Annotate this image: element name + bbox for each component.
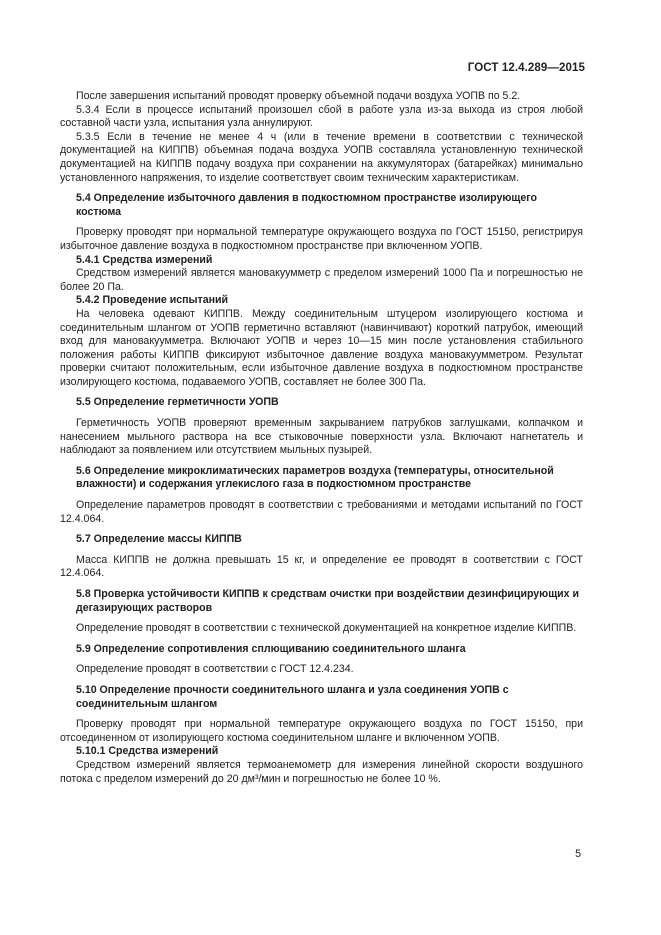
subsection-heading: 5.4.2 Проведение испытаний [76, 294, 229, 307]
section-spacer [60, 458, 583, 465]
section-heading: 5.6 Определение микроклиматических параметров воздуха (температуры, относительной влажности) и содержания углекислого газа в подкостюмном пространстве [76, 464, 554, 491]
section-spacer [60, 219, 583, 226]
section-heading: 5.9 Определение сопротивления сплющиванию соединительного шланга [76, 642, 466, 655]
body-paragraph: Средством измерений является мановакуумметр с пределом измерений 1000 Па и погрешностью не более 20 Па. [60, 267, 583, 293]
body-paragraph: 5.3.5 Если в течение не менее 4 ч (или в течение времени в соответствии с технической документацией на КИППВ) объемная подача воздуха УОПВ составляла установленную технической документацией на КИППВ подачу воздуха при сохранении на аккумуляторах (батарейках) минимально установленного напряжения, то изделие соответствует своим техническим характеристикам. [60, 130, 583, 184]
section-spacer [60, 677, 583, 684]
section-spacer [60, 615, 583, 622]
section-spacer [60, 526, 583, 533]
section-spacer [60, 185, 583, 192]
section-heading: 5.10 Определение прочности соединительного шланга и узла соединения УОПВ с соединительным шлангом [76, 683, 509, 710]
section-heading: 5.8 Проверка устойчивости КИППВ к средствам очистки при воздействии дезинфицирующих и дегазирующих растворов [76, 588, 580, 614]
section-spacer [60, 711, 583, 718]
body-paragraph: Определение проводят в соответствии с ГОСТ 12.4.234. [76, 663, 354, 676]
subsection-heading: 5.4.1 Средства измерений [76, 253, 213, 266]
section-spacer [60, 636, 583, 643]
page-number: 5 [575, 848, 581, 860]
document-header-id: ГОСТ 12.4.289—2015 [467, 62, 585, 74]
body-paragraph: Средством измерений является термоанемометр для измерения линейной скорости воздушного потока с пределом измерений до 20 дм³/мин и погрешностью не более 10 %. [60, 758, 583, 785]
section-heading: 5.5 Определение герметичности УОПВ [76, 396, 279, 409]
body-paragraph: Определение проводят в соответствии с технической документацией на конкретное изделие КИППВ. [76, 622, 577, 635]
section-spacer [60, 656, 583, 663]
body-paragraph: Проверку проводят при нормальной температуре окружающего воздуха по ГОСТ 15150, при отсоединенном от изолирующего костюма соединительном шланге и включенном УОПВ. [60, 718, 583, 744]
body-paragraph: Проверку проводят при нормальной температуре окружающего воздуха по ГОСТ 15150, регистрируя избыточное давление воздуха в подкостюмном пространстве при включенном УОПВ. [60, 226, 583, 252]
body-paragraph: На человека одевают КИППВ. Между соединительным штуцером изолирующего костюма и соединительным шлангом от УОПВ герметично вставляют (навинчивают) короткий патрубок, имеющий вход для мановакуумметра. Включают УОПВ и через 10—15 мин после установления стабильного положения работы КИППВ фиксируют избыточное давление воздуха мановакуумметром. Результат проверки считают положительным, если избыточное давление воздуха в подкостюмном пространстве изолирующего костюма, подаваемого УОПВ, составляет не более 300 Па. [60, 307, 583, 388]
section-heading: 5.4 Определение избыточного давления в подкостюмном пространстве изолирующего костюма [76, 192, 537, 218]
section-spacer [60, 492, 583, 499]
body-paragraph: После завершения испытаний проводят проверку объемной подачи воздуха УОПВ по 5.2. [76, 90, 521, 102]
body-paragraph: Определение параметров проводят в соответствии с требованиями и методами испытаний по ГОСТ 12.4.064. [60, 499, 583, 525]
subsection-heading: 5.10.1 Средства измерений [76, 745, 219, 758]
section-spacer [60, 389, 583, 396]
body-paragraph: 5.3.4 Если в процессе испытаний произошел сбой в работе узла из-за выхода из строя любой составной части узла, испытания узла аннулируют. [60, 103, 583, 130]
body-paragraph: Масса КИППВ не должна превышать 15 кг, и определение ее проводят в соответствии с ГОСТ 12.4.064. [60, 553, 583, 580]
section-spacer [60, 547, 583, 554]
section-heading: 5.7 Определение массы КИППВ [76, 533, 242, 546]
document-body [60, 90, 583, 786]
body-paragraph: Герметичность УОПВ проверяют временным закрыванием патрубков заглушками, колпачком и нанесением мыльного раствора на все стыковочные поверхности узла. Включают нагнетатель и наблюдают за появлением или отсутствием мыльных пузырей. [60, 417, 583, 457]
section-spacer [60, 581, 583, 588]
section-spacer [60, 410, 583, 417]
